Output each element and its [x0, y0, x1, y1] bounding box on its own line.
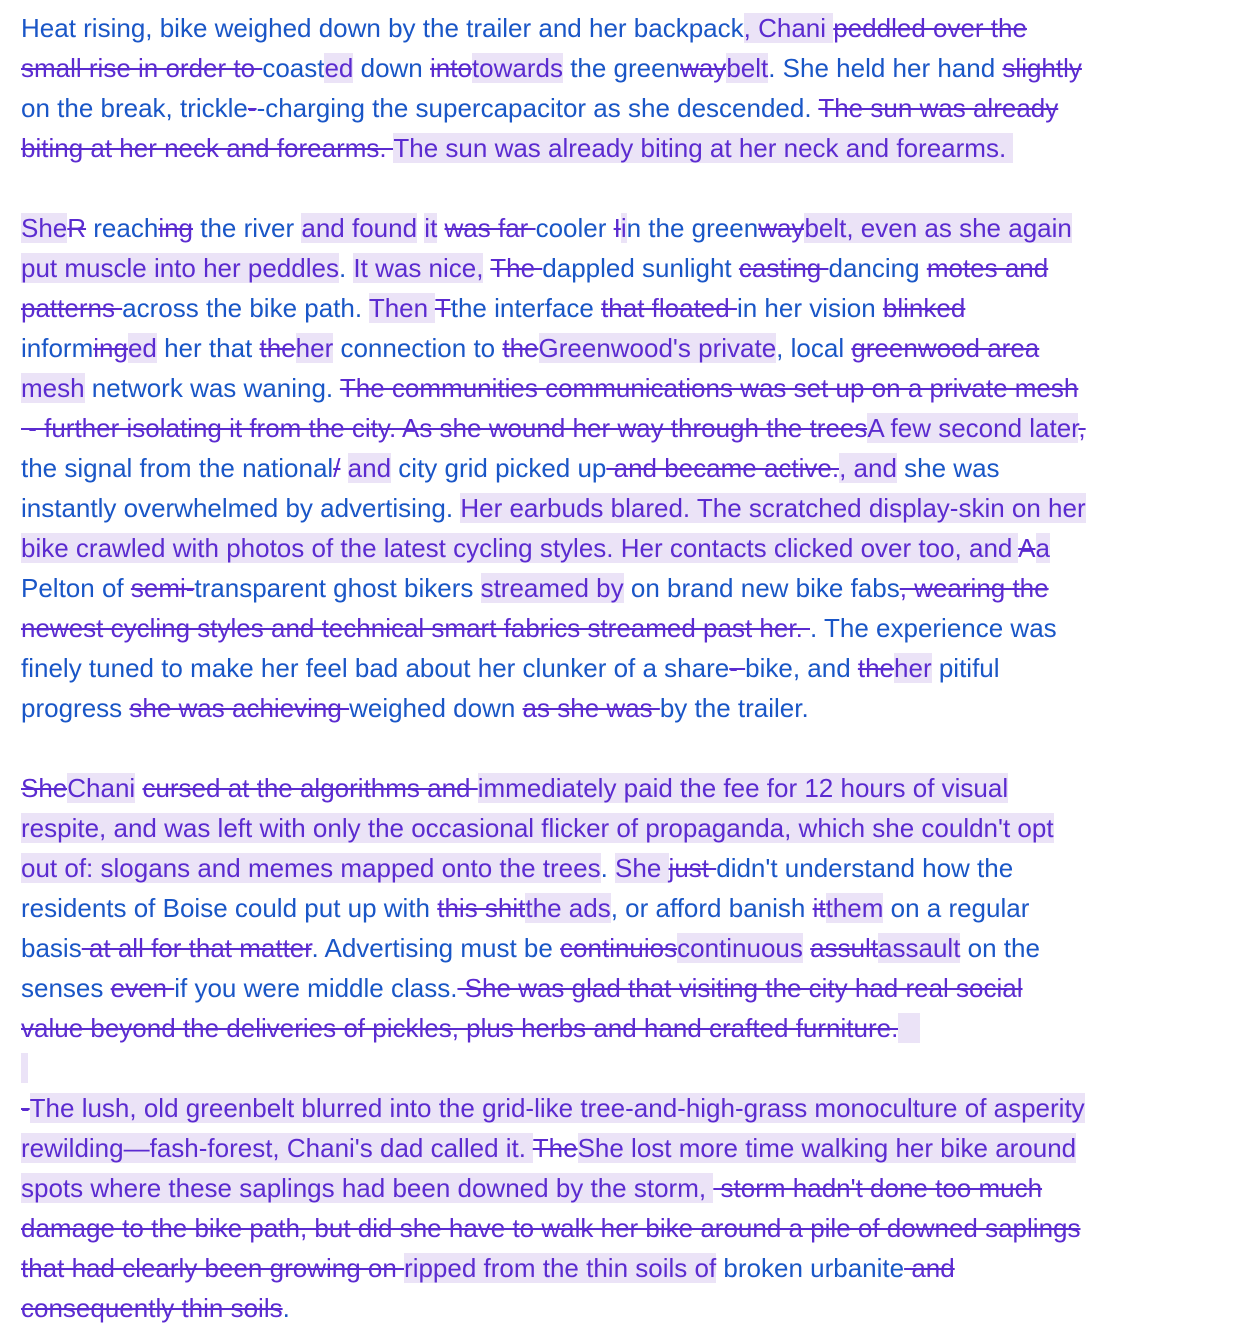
inserted-text[interactable]: rewilding—fash-forest, Chani's dad called it. — [21, 1133, 533, 1163]
inserted-text[interactable]: spots where these saplings had been downed by the storm, — [21, 1173, 714, 1203]
text-segment[interactable]: instantly overwhelmed by advertising. — [21, 493, 461, 523]
inserted-text[interactable]: Her earbuds blared. The scratched display-skin on her — [460, 493, 1086, 523]
text-segment[interactable]: city grid picked up — [391, 453, 607, 483]
deleted-text[interactable]: patterns — [21, 293, 123, 323]
text-line — [21, 1008, 920, 1048]
inserted-text[interactable]: mesh — [21, 373, 85, 403]
text-line — [21, 408, 1086, 448]
deleted-text[interactable]: ing — [93, 333, 128, 363]
text-line — [21, 1168, 1042, 1208]
text-line — [21, 648, 1000, 688]
deleted-text[interactable]: - — [21, 1093, 30, 1123]
text-segment[interactable]: the interface — [450, 293, 602, 323]
inserted-text[interactable]: bike crawled with photos of the latest cycling styles. Her contacts clicked over too, and — [21, 533, 1019, 563]
deleted-text[interactable]: and became active. — [606, 453, 840, 483]
text-line — [21, 848, 1013, 888]
deleted-text[interactable]: She was glad that visiting the city had real social — [457, 973, 1023, 1003]
text-line — [21, 528, 1050, 568]
deleted-text[interactable]: was far — [444, 213, 536, 243]
text-line — [21, 928, 1040, 968]
deleted-text[interactable]: at all for that matter — [81, 933, 312, 963]
text-segment[interactable]: if you were middle class. — [174, 973, 458, 1003]
deleted-text[interactable]: - further isolating it from the city. As she wound her way through the trees — [21, 413, 868, 443]
text-segment[interactable]: her that — [156, 333, 260, 363]
text-segment[interactable]: the green — [562, 53, 681, 83]
inserted-text[interactable]: the ads — [525, 893, 611, 923]
deleted-text[interactable]: just — [668, 853, 717, 883]
inserted-text[interactable]: her — [894, 653, 932, 683]
text-segment[interactable]: pitiful — [931, 653, 1000, 683]
inserted-text[interactable]: streamed by — [480, 573, 624, 603]
deleted-text[interactable]: , wearing the — [899, 573, 1049, 603]
text-segment[interactable] — [340, 453, 347, 483]
text-segment[interactable]: . — [282, 1293, 290, 1323]
inserted-text[interactable]: assault — [878, 933, 961, 963]
text-segment[interactable]: residents of Boise could put up with — [21, 893, 438, 923]
text-segment[interactable]: in her vision — [736, 293, 883, 323]
text-line — [21, 88, 1058, 128]
deleted-text[interactable]: that had clearly been growing on — [21, 1253, 405, 1283]
inserted-text[interactable]: and found — [301, 213, 418, 243]
text-segment[interactable]: n the green — [626, 213, 759, 243]
deleted-text[interactable]: T — [434, 293, 451, 323]
text-line — [21, 888, 1029, 928]
deleted-text[interactable]: newest cycling styles and technical smart fabrics streamed past her. — [21, 613, 811, 643]
text-segment[interactable]: connection to — [333, 333, 503, 363]
deleted-text[interactable]: assult — [810, 933, 879, 963]
deleted-text[interactable]: slightly — [1002, 53, 1082, 83]
inserted-text[interactable] — [21, 1053, 28, 1083]
text-line — [21, 568, 1049, 608]
text-line — [21, 248, 1048, 288]
deleted-text[interactable]: this shit — [437, 893, 526, 923]
text-line — [21, 328, 1039, 368]
deleted-text[interactable]: cursed at the algorithms and — [142, 773, 478, 803]
inserted-text[interactable]: A few second later — [867, 413, 1079, 443]
text-segment[interactable]: didn't understand how the — [716, 853, 1014, 883]
inserted-text[interactable]: put muscle into her peddles — [21, 253, 339, 283]
deleted-text[interactable]: it — [812, 893, 826, 923]
deleted-text[interactable]: semi- — [130, 573, 195, 603]
deleted-text[interactable]: even — [110, 973, 175, 1003]
inserted-text[interactable]: ed — [127, 333, 157, 363]
deleted-text[interactable]: , — [1078, 413, 1086, 443]
text-segment[interactable]: on the — [960, 933, 1040, 963]
text-line — [21, 1208, 1081, 1248]
text-line — [21, 688, 809, 728]
inserted-text[interactable]: She — [615, 853, 669, 883]
text-segment[interactable]: -charging the supercapacitor as she descended. — [256, 93, 819, 123]
deleted-text[interactable]: that floated — [601, 293, 737, 323]
text-line — [21, 48, 1082, 88]
inserted-text[interactable]: , and was left with only the occasional flicker of propaganda, which she couldn't opt — [99, 813, 1054, 843]
deleted-text[interactable]: motes and — [926, 253, 1049, 283]
inserted-text[interactable]: She lost more time walking her bike around — [577, 1133, 1077, 1163]
inserted-text[interactable]: immediately paid the fee for 12 hours of visual — [477, 773, 1009, 803]
deleted-text[interactable]: way — [758, 213, 805, 243]
deleted-text[interactable]: the — [259, 333, 296, 363]
text-line — [21, 1088, 1085, 1128]
text-segment[interactable]: the signal from the national — [21, 453, 334, 483]
deleted-text[interactable]: casting — [738, 253, 829, 283]
text-segment[interactable]: weighed down — [349, 693, 523, 723]
inserted-text[interactable]: them — [825, 893, 884, 923]
deleted-text[interactable]: she was achieving — [129, 693, 350, 723]
deleted-text[interactable]: biting at her neck and forearms. — [21, 133, 394, 163]
deleted-text[interactable]: and — [904, 1253, 955, 1283]
inserted-text[interactable]: The lush, old greenbelt blurred into the grid-like tree-and-high-grass monoculture of asperity — [29, 1093, 1085, 1123]
deleted-text[interactable]: greenwood area — [851, 333, 1040, 363]
deleted-text[interactable]: storm hadn't done too much — [713, 1173, 1043, 1203]
inserted-text[interactable]: , and — [839, 453, 897, 483]
text-segment[interactable]: across the bike path. — [122, 293, 369, 323]
text-segment[interactable]: finely tuned to make her feel bad about her clunker of a share — [21, 653, 730, 683]
text-segment[interactable]: Heat rising, bike weighed down by the trailer and her backpack — [21, 13, 744, 43]
inserted-text[interactable]: and — [347, 453, 392, 483]
text-segment[interactable]: transparent ghost bikers — [194, 573, 481, 603]
deleted-text[interactable]: ing — [158, 213, 194, 243]
inserted-text[interactable]: continuous — [677, 933, 803, 963]
inserted-text[interactable]: It was nice, — [353, 253, 484, 283]
text-line — [21, 208, 1072, 248]
text-segment[interactable]: cooler — [535, 213, 614, 243]
text-segment[interactable]: . Advertising must be — [311, 933, 561, 963]
inserted-text[interactable] — [898, 1013, 920, 1043]
deleted-text[interactable]: The — [490, 253, 543, 283]
inserted-text[interactable]: She — [21, 213, 68, 243]
deleted-text[interactable]: damage to the bike path, but did she have to walk her bike around a pile of downed saplings — [21, 1213, 1081, 1243]
text-line — [21, 968, 1023, 1008]
text-segment[interactable]: on brand new bike fabs — [623, 573, 900, 603]
text-line — [21, 1128, 1076, 1168]
text-segment[interactable]: , or afford banish — [610, 893, 813, 923]
text-segment[interactable]: on the break, trickle — [21, 93, 248, 123]
text-segment[interactable]: . The experience was — [810, 613, 1057, 643]
text-segment[interactable]: reach — [86, 213, 159, 243]
text-segment[interactable]: on a regular — [883, 893, 1030, 923]
deleted-text[interactable]: value beyond the deliveries of pickles, plus herbs and hand crafted furniture. — [21, 1013, 899, 1043]
deleted-text[interactable]: way — [680, 53, 727, 83]
inserted-text[interactable]: i — [620, 213, 627, 243]
inserted-text[interactable]: respite — [21, 813, 100, 843]
inserted-text[interactable]: it — [424, 213, 438, 243]
inserted-text[interactable]: , Chani — [743, 13, 834, 43]
inserted-text[interactable]: a — [1035, 533, 1050, 563]
text-line — [21, 288, 965, 328]
text-line — [21, 1248, 955, 1288]
inserted-text[interactable]: her — [295, 333, 334, 363]
text-segment[interactable]: dancing — [828, 253, 927, 283]
text-segment[interactable]: coast — [262, 53, 325, 83]
text-segment[interactable]: by the trailer. — [659, 693, 809, 723]
inserted-text[interactable]: ed — [324, 53, 354, 83]
text-segment[interactable]: . — [600, 853, 616, 883]
deleted-text[interactable]: blinked — [882, 293, 966, 323]
text-segment[interactable]: . She held her hand — [768, 53, 1003, 83]
deleted-text[interactable]: The communities communications was set up on a private mesh — [339, 373, 1079, 403]
text-line — [21, 488, 1086, 528]
deleted-text[interactable]: She — [21, 773, 68, 803]
deleted-text[interactable]: as she was — [522, 693, 660, 723]
text-segment[interactable]: dappled sunlight — [542, 253, 739, 283]
inserted-text[interactable]: Greenwood's private — [538, 333, 777, 363]
text-segment[interactable]: senses — [21, 973, 111, 1003]
text-line — [21, 1288, 290, 1328]
text-segment[interactable]: the river — [193, 213, 302, 243]
deleted-text[interactable]: The — [532, 1133, 578, 1163]
deleted-text[interactable]: - — [729, 653, 746, 683]
text-line — [21, 448, 1000, 488]
inserted-text[interactable]: Chani — [67, 773, 136, 803]
deleted-text[interactable]: consequently thin soils — [21, 1293, 283, 1323]
deleted-text[interactable]: The sun was already — [818, 93, 1059, 123]
deleted-text[interactable]: I — [613, 213, 621, 243]
text-segment[interactable]: inform — [21, 333, 94, 363]
text-segment[interactable]: she was — [896, 453, 1000, 483]
text-segment[interactable]: network was waning. — [84, 373, 340, 403]
text-segment[interactable]: broken urbanite — [716, 1253, 905, 1283]
deleted-text[interactable]: the — [502, 333, 539, 363]
text-segment[interactable]: down — [353, 53, 430, 83]
text-line — [21, 368, 1078, 408]
deleted-text[interactable]: A — [1018, 533, 1036, 563]
text-line — [21, 808, 1054, 848]
deleted-text[interactable]: peddled over the — [833, 13, 1027, 43]
inserted-text[interactable]: out of: slogans and memes mapped onto the trees — [21, 853, 601, 883]
inserted-text[interactable]: The sun was already biting at her neck and forearms. — [393, 133, 1014, 163]
text-segment[interactable]: basis — [21, 933, 82, 963]
text-line — [21, 1048, 28, 1088]
deleted-text[interactable]: / — [333, 453, 341, 483]
text-segment[interactable] — [437, 213, 444, 243]
text-line — [21, 128, 1013, 168]
inserted-text[interactable]: Then — [368, 293, 435, 323]
inserted-text[interactable]: ripped from the thin soils of — [404, 1253, 717, 1283]
inserted-text[interactable]: belt, even as she again — [804, 213, 1072, 243]
text-line — [21, 8, 1027, 48]
deleted-text[interactable]: the — [857, 653, 895, 683]
deleted-text[interactable]: continuios — [560, 933, 678, 963]
text-line — [21, 608, 1057, 648]
deleted-text[interactable]: R — [67, 213, 87, 243]
text-segment[interactable]: . — [338, 253, 354, 283]
deleted-text[interactable]: small rise in order to — [21, 53, 263, 83]
text-segment[interactable]: bike, and — [745, 653, 858, 683]
text-line — [21, 768, 1008, 808]
inserted-text[interactable]: belt — [726, 53, 769, 83]
text-segment[interactable]: progress — [21, 693, 130, 723]
deleted-text[interactable]: - — [247, 93, 257, 123]
text-segment[interactable]: Pelton of — [21, 573, 131, 603]
deleted-text[interactable]: into — [430, 53, 472, 83]
text-segment[interactable]: , local — [776, 333, 852, 363]
inserted-text[interactable]: towards — [471, 53, 563, 83]
